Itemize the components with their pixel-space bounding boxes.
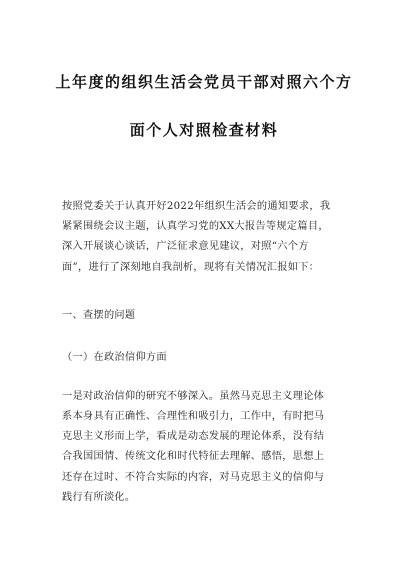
intro-line-4: 面”，进行了深刻地自我剖析，现将有关情况汇报如下：: [62, 262, 320, 273]
paragraph-line-5: 还存在过时、不符合实际的内容，对马克思主义的信仰与: [62, 472, 325, 483]
document-title-line-2: 面个人对照检查材料: [129, 121, 279, 139]
intro-line-1: 按照党委关于认真开好2022年组织生活会的通知要求，我: [62, 201, 331, 212]
subsection-heading: （一）在政治信仰方面: [62, 352, 167, 363]
intro-line-3: 深入开展谈心谈话，广泛征求意见建议，对照“六个方: [62, 241, 309, 252]
document-title-line-1: 上年度的组织生活会党员干部对照六个方: [55, 73, 353, 91]
intro-line-2: 紧紧围绕会议主题，认真学习党的XX大报告等规定篇目，: [62, 221, 329, 232]
section-heading: 一、查摆的问题: [62, 310, 136, 321]
paragraph-line-6: 践行有所淡化。: [62, 492, 136, 503]
paragraph-line-2: 系本身具有正确性、合理性和吸引力，工作中，有时把马: [62, 411, 325, 422]
paragraph-line-3: 克思主义形而上学，看成是动态发展的理论体系，没有结: [62, 431, 325, 442]
paragraph-line-4: 合我国国情、传统文化和时代特征去理解、感悟，思想上: [62, 451, 325, 462]
paragraph-line-1: 一是对政治信仰的研究不够深入。虽然马克思主义理论体: [62, 391, 325, 402]
